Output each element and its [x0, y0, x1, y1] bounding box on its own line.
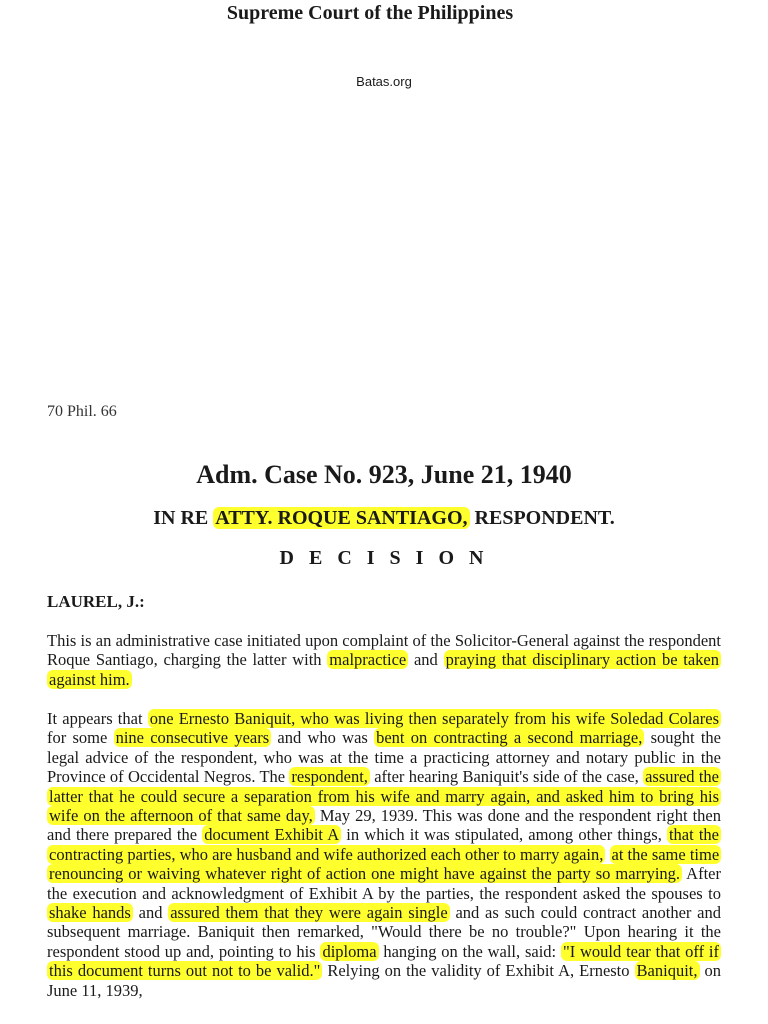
highlighted-text: nine consecutive years — [115, 728, 270, 748]
paragraph-text — [605, 845, 609, 864]
highlighted-text: at the same time renouncing or waiving whatever right of action one might have against the party so marrying. — [49, 844, 720, 884]
court-title: Supreme Court of the Philippines — [226, 2, 514, 24]
highlighted-text: praying that disciplinary action be taken against him. — [49, 650, 720, 689]
highlighted-text: "I would tear that off if this document turns out not to be valid." — [49, 941, 720, 981]
paragraph-1 — [47, 631, 721, 689]
highlighted-text: assured the latter that he could secure a separation from his wife and marry again, and asked him to bring his wife on the afternoon of that same day, — [49, 767, 719, 826]
highlighted-text: respondent, — [291, 767, 368, 787]
paragraph-text: after hearing Baniquit's side of the case, — [369, 767, 644, 787]
paragraph-text: for some — [47, 728, 114, 748]
case-title — [0, 507, 768, 530]
highlighted-text: shake hands — [49, 903, 131, 923]
case-title-prefix: IN RE — [153, 507, 214, 529]
highlighted-text: Baniquit, — [636, 961, 698, 981]
paragraph-2 — [47, 709, 721, 1000]
paragraph-text: and as such could contract another and subsequent marriage. Baniquit then remarked, "Would there be no trouble?" Upon hearing it the respondent stood up and, pointing to his — [47, 903, 721, 961]
paragraph-text: Relying on the validity of Exhibit A, Ernesto — [322, 961, 635, 981]
highlighted-text: document Exhibit A — [204, 825, 340, 845]
paragraph-text: After the execution and acknowledgment of Exhibit A by the parties, the respondent asked the spouses to — [47, 864, 721, 903]
paragraph-text: sought the legal advice of the respondent, who was at the time a practicing attorney and notary public in the Province of Occidental Negros. The — [47, 728, 721, 787]
paragraph-text: and — [132, 903, 169, 923]
highlighted-text: malpractice — [329, 650, 407, 670]
paragraph-text: on June 11, 1939, — [47, 961, 721, 1000]
paragraph-text: May 29, 1939. This was done and the respondent right then and there prepared the — [47, 806, 721, 845]
decision-heading: D E C I S I O N — [279, 547, 489, 569]
case-title-respondent-name: ATTY. ROQUE SANTIAGO, — [215, 507, 468, 529]
citation: 70 Phil. 66 — [47, 403, 117, 420]
highlighted-text: one Ernesto Baniquit, who was living then separately from his wife Soledad Colares — [149, 709, 719, 728]
paragraph-text: hanging on the wall, said: — [378, 941, 561, 961]
paragraph-text: It appears that — [47, 709, 148, 728]
site-name: Batas.org — [356, 74, 412, 89]
paragraph-text: and — [408, 650, 444, 670]
highlighted-text: bent on contracting a second marriage, — [376, 728, 643, 748]
highlighted-text: that the contracting parties, who are husband and wife authorized each other to marry again, — [49, 825, 720, 864]
highlighted-text: diploma — [322, 941, 377, 961]
paragraph-text: in which it was stipulated, among other things, — [341, 825, 667, 845]
case-number: Adm. Case No. 923, June 21, 1940 — [196, 460, 572, 489]
highlighted-text: assured them that they were again single — [170, 903, 448, 923]
paragraph-text: This is an administrative case initiated upon complaint of the Solicitor-General against the respondent Roque Santiago, charging the latter with — [47, 631, 721, 670]
paragraph-text: and who was — [271, 728, 375, 748]
ponente: LAUREL, J.: — [47, 592, 145, 611]
case-title-suffix: RESPONDENT. — [469, 507, 615, 529]
